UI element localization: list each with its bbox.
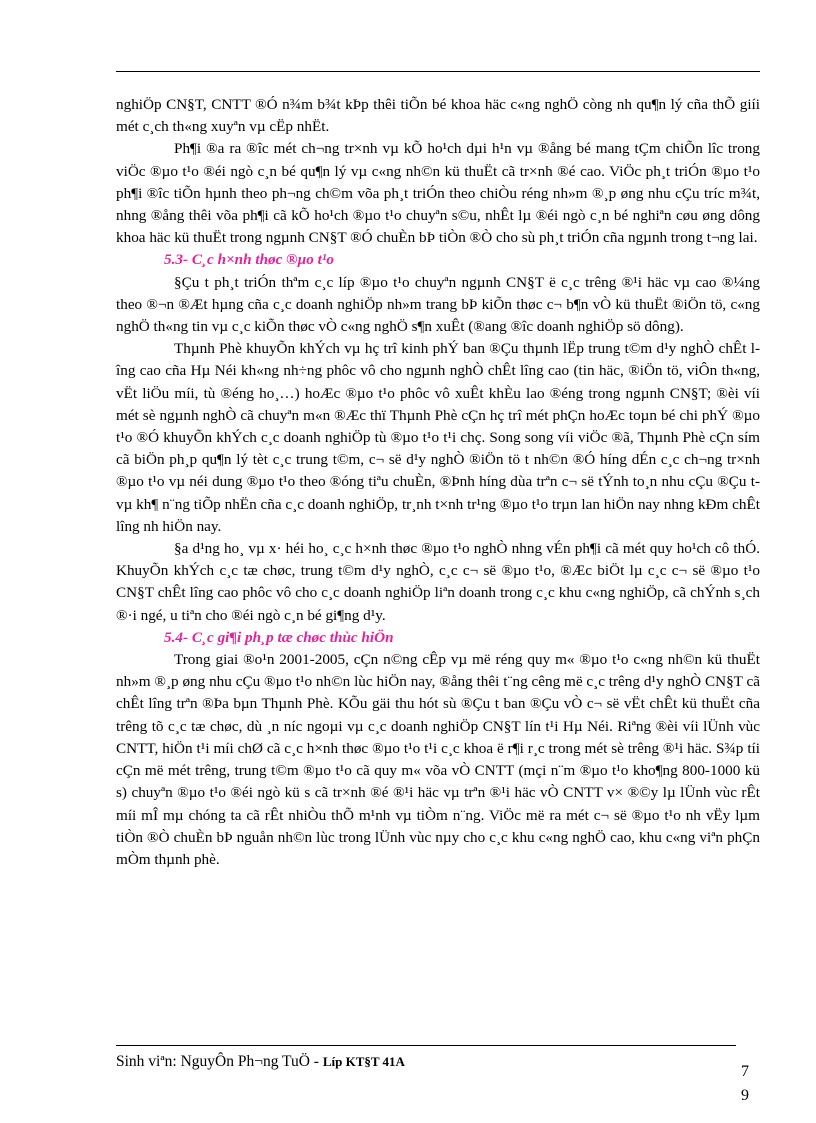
section-heading: 5.4- C¸c gi¶i ph¸p tæ chøc thùc hiÖn bbox=[164, 628, 394, 646]
paragraph: Trong giai ®o¹n 2001-2005, cÇn n©ng cÊp vµ më réng quy m« ®µo t¹o c«ng nh©n kü thuËt nh»m ®¸p øng nhu cÇu ®µo t¹o nh©n lùc hiÖn nay, ®ång thêi t¨ng cêng më c¸c trêng d¹y nghÒ CN§T cã chÊt lîng trªn ®Þa bµn Thµnh Phè. KÕu gäi thu hót sù ®Çu t ban ®Çu vÒ c¬ së vËt chÊt kü thuËt cña trêng tõ c¸c tæ chøc, dù ¸n níc ngoµi vµ c¸c doanh nghiÖp CN§T lín t¹i Hµ Néi. Riªng ®èi víi lÜnh vùc CNTT, hiÖn t¹i míi chØ cã c¸c h×nh thøc ®µo t¹o t¹i c¸c khoa ë r¶i r¸c trong mét sè trêng ®¹i häc. S¾p tíi cÇn më mét trêng, trung t©m ®µo t¹o cã quy m« võa vÒ CNTT (mçi n¨m ®µo t¹o kho¶ng 800-1000 kü s) chuyªn ®µo t¹o ®éi ngò kü s cã tr×nh ®é ®¹i häc vµ trªn ®¹i häc vÒ CNTT v× ®©y lµ lÜnh vùc rÊt míi mÎ mµ chóng ta cã rÊt nhiÒu thÕ m¹nh vµ tiÒm n¨ng. ViÖc më ra mét c¬ së ®µo t¹o nh vËy lµm tiÒn ®Ò chuÈn bÞ nguån nh©n lùc trong lÜnh vùc nµy cho c¸c khu c«ng nghÖ cao, khu c«ng viªn phÇn mÒm thµnh phè. bbox=[116, 651, 760, 868]
page-number-line2: 9 bbox=[741, 1087, 749, 1104]
document-body bbox=[116, 94, 760, 871]
page-number-line1: 7 bbox=[741, 1063, 749, 1080]
footer-class: Líp KT§T 41A bbox=[322, 1054, 405, 1069]
paragraph: Thµnh Phè khuyÕn khÝch vµ hç trî kinh phÝ ban ®Çu thµnh lËp trung t©m d¹y nghÒ chÊt lîng cao cña Hµ Néi kh«ng nh÷ng phôc vô cho ngµnh nghÒ chÊt lîng cao (tin häc, ®iÖn tö, viÔn th«ng, vËt liÖu míi, tù ®éng ho¸…) hoÆc ®µo t¹o phôc vô xuÊt khÈu lao ®éng trong ngµnh CN§T; ®èi víi mét sè ngµnh nghÒ cã chuyªn m«n ®Æc thï Thµnh Phè cÇn hç trî mét phÇn hoÆc toµn bé chi phÝ ®µo t¹o ®Ó khuyÕn khÝch c¸c doanh nghiÖp tù ®µo t¹o t¹i chç. Song song víi viÖc ®ã, Thµnh Phè cÇn sím cã biÖn ph¸p qu¶n lý tèt c¸c trung t©m, c¬ së d¹y nghÒ ®iÖn tö t nh©n ®Ó híng dÉn c¸c ch¬ng tr×nh ®µo t¹o vµ néi dung ®µo t¹o theo ®óng tiªu chuÈn, ®Þnh híng dùa trªn c¬ së tÝnh to¸n nhu cÇu ®Çu t vµ kh¶ n¨ng tiÕp nhËn cña c¸c doanh nghiÖp, tr¸nh t×nh tr¹ng ®µo t¹o trµn lan hiÖn nay nhng kÐm chÊt lîng nh hiÖn nay. bbox=[116, 340, 760, 535]
header-rule bbox=[116, 71, 760, 72]
paragraph: §Çu t ph¸t triÓn thªm c¸c líp ®µo t¹o chuyªn ngµnh CN§T ë c¸c trêng ®¹i häc vµ cao ®¼ng theo ®¬n ®Æt hµng cña c¸c doanh nghiÖp nh»m trang bÞ kiÕn thøc c¬ b¶n vÒ kü thuËt ®iÖn tö, c«ng nghÖ th«ng tin vµ c¸c kiÕn thøc vÒ c«ng nghÖ s¶n xuÊt (®ang ®îc doanh nghiÖp sö dông). bbox=[116, 273, 760, 336]
section-heading: 5.3- C¸c h×nh thøc ®µo t¹o bbox=[164, 251, 335, 269]
paragraph: Ph¶i ®a ra ®îc mét ch¬ng tr×nh vµ kÕ ho¹ch dµi h¹n vµ ®ång bé mang tÇm chiÕn lîc trong viÖc ®µo t¹o ®éi ngò c¸n bé qu¶n lý vµ c«ng nh©n kü thuËt cã tr×nh ®é cao. ViÖc ph¸t triÓn ®µo t¹o ph¶i ®îc tiÕn hµnh theo ph¬ng ch©m võa ph¸t triÓn theo chiÒu réng nh»m ®¸p øng nhu cÇu tríc m¾t, nhng ®ång thêi võa ph¶i cã kÕ ho¹ch ®µo t¹o chuyªn s©u, nhÊt lµ ®éi ngò c¸n bé nghiªn cøu øng dông khoa häc kü thuËt trong ngµnh CN§T ®Ó chuÈn bÞ tiÒn ®Ò cho sù ph¸t triÓn cña ngµnh trong t¬ng lai. bbox=[116, 140, 760, 247]
paragraph: nghiÖp CN§T, CNTT ®Ó n¾m b¾t kÞp thêi tiÕn bé khoa häc c«ng nghÖ còng nh qu¶n lý cña thÕ giíi mét c¸ch th«ng xuyªn vµ cËp nhËt. bbox=[116, 96, 760, 136]
footer bbox=[116, 1053, 405, 1071]
footer-rule bbox=[116, 1045, 736, 1046]
page-number bbox=[738, 1060, 752, 1108]
footer-student: Sinh viªn: NguyÔn Ph¬ng TuÖ - bbox=[116, 1053, 323, 1070]
paragraph: §a d¹ng ho¸ vµ x· héi ho¸ c¸c h×nh thøc ®µo t¹o nghÒ nhng vÉn ph¶i cã mét quy ho¹ch cô thÓ. KhuyÕn khÝch c¸c tæ chøc, trung t©m d¹y nghÒ, c¸c c¬ së ®µo t¹o, ®Æc biÖt lµ c¸c c¬ së ®µo t¹o CN§T chÊt lîng cao phôc vô cho c¸c doanh nghiÖp liªn doanh trong c¸c khu c«ng nghiÖp, cã chÝnh s¸ch ®·i ngé, u tiªn cho ®éi ngò c¸n bé gi¶ng d¹y. bbox=[116, 540, 760, 624]
